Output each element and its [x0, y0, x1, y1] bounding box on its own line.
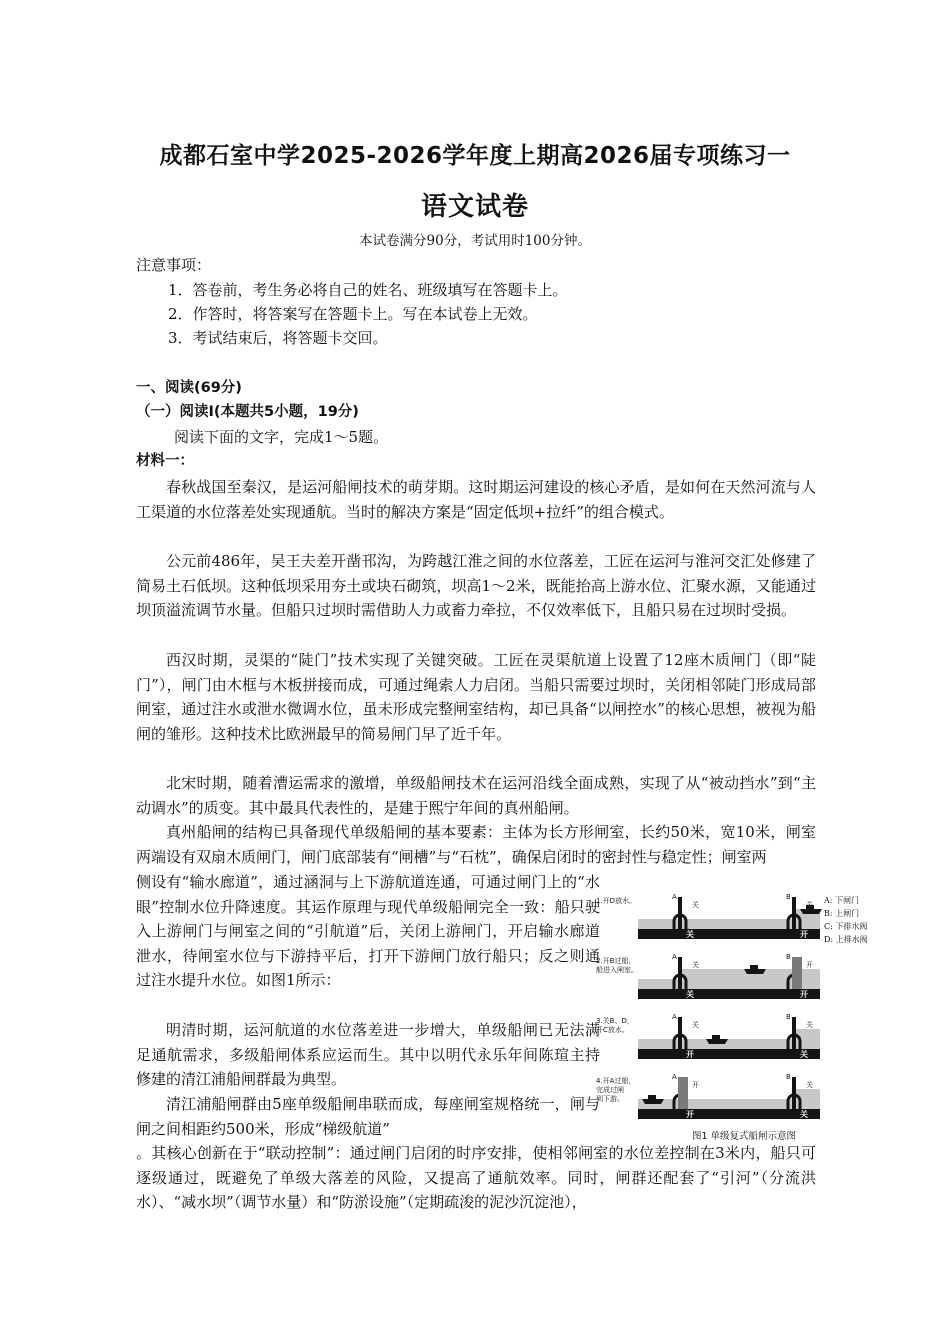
gate-a-label: A [672, 953, 677, 961]
subsection-heading: （一）阅读Ⅰ(本题共5小题，19分) [136, 404, 359, 420]
lock-bed [638, 989, 820, 999]
gate-a-state: 开 [692, 1081, 699, 1089]
step-note: 4.开A过船， [596, 1077, 636, 1085]
paragraph: 公元前486年，吴王夫差开凿邗沟，为跨越江淮之间的水位落差，工匠在运河与淮河交汇处修建了简易土石低坝。这种低坝采用夯土或块石砌筑，坝高1～2米，既能抬高上游水位、汇聚水源，又能通过坝顶溢流调节水量。但船只过坝时需借助人力或畜力牵拉，不仅效率低下，且船只易在过坝时受损。 [136, 552, 816, 620]
paragraph: 春秋战国至秦汉，是运河船闸技术的萌芽期。这时期运河建设的核心矛盾，是如何在天然河流与人工渠道的水位落差处实现通航。当时的解决方案是“固定低坝+拉纤”的组合模式。 [136, 478, 816, 521]
gate-b-label: B [786, 1073, 791, 1081]
paragraph: 西汉时期，灵渠的“陡门”技术实现了关键突破。工匠在灵渠航道上设置了12座木质闸门（即“陡门”），闸门由木框与木板拼接而成，可通过绳索人力启闭。当船只需要过坝时，关闭相邻陡门形成局部闸室，通过注水或泄水微调水位，虽未形成完整闸室结构，却已具备“以闸控水”的核心思想，被视为船闸的雏形。这种技术比欧洲最早的简易闸门早了近千年。 [136, 651, 816, 743]
exam-subtitle: 本试卷满分90分，考试用时100分钟。 [359, 233, 591, 249]
gate-b-label: B [786, 893, 791, 901]
lock-chamber-water [680, 1099, 794, 1109]
gate-a-state: 关 [692, 1021, 699, 1029]
paragraph: 明清时期，运河航道的水位落差进一步增大，单级船闸已无法满足通航需求，多级船闸体系应运而生。其中以明代永乐年间陈瑄主持修建的清江浦船闸群最为典型。 [136, 1021, 600, 1089]
legend-item: B: 上闸门 [824, 909, 860, 918]
gate-a-state: 关 [692, 901, 699, 909]
figure-caption: 图1 单级复式船闸示意图 [691, 1131, 797, 1142]
paragraph: 清江浦船闸群由5座单级船闸串联而成，每座闸室规格统一，闸与闸之间相距约500米，形成“梯级航道” 。其核心创新在于“联动控制”：通过闸门启闭的时序安排，使相邻闸室的水位差控制在3米内，船只可逐级通过，既避免了单级大落差的风险，又提高了通航效率。同时，闸群还配套了“引河”（分流洪水）、“减水坝”（调节水量）和“防淤设施”（定期疏浚的泥沙沉淀池）， [136, 1095, 816, 1212]
notice-item: 2．作答时，将答案写在答题卡上。写在本试卷上无效。 [168, 305, 538, 323]
lock-bed [638, 929, 820, 939]
gate-b [792, 1017, 796, 1049]
exam-title: 成都石室中学2025-2026学年度上期高2026届专项练习一 [159, 143, 791, 169]
gate-a [678, 957, 682, 989]
gate-a [678, 897, 682, 929]
lock-chamber-water [680, 969, 794, 989]
reading-instruction: 阅读下面的文字，完成1～5题。 [174, 428, 389, 446]
valve-right-state: 关 [800, 1050, 808, 1059]
valve-right-state: 关 [800, 1110, 808, 1119]
lock-bed [638, 1049, 820, 1059]
notice-item: 3．考试结束后，将答题卡交回。 [168, 329, 388, 347]
lock-chamber-water [680, 919, 794, 929]
upstream-water [794, 1089, 820, 1109]
boat-icon [706, 1035, 728, 1044]
gate-a-state: 关 [692, 961, 699, 969]
valve-right-state: 开 [800, 930, 808, 939]
gate-b-state: 开 [806, 961, 813, 969]
step-note: 1.开D放水。 [596, 897, 637, 905]
lock-bed [638, 1109, 820, 1119]
gate-a-label: A [672, 1013, 677, 1021]
notice-heading: 注意事项： [136, 256, 212, 274]
valve-right-state: 开 [800, 990, 808, 999]
gate-b-label: B [786, 953, 791, 961]
valve-left-state: 开 [686, 1110, 694, 1119]
gate-b [792, 1077, 796, 1109]
notice-item: 1．答卷前，考生务必将自己的姓名、班级填写在答题卡上。 [168, 281, 568, 299]
gate-b-state: 关 [806, 1081, 813, 1089]
paragraph: 真州船闸的结构已具备现代单级船闸的基本要素：主体为长方形闸室，长约50米，宽10米，闸室两端设有双扇木质闸门，闸门底部装有“闸槽”与“石枕”，确保启闭时的密封性与稳定性；闸室两 [136, 823, 816, 866]
gate-a [678, 1077, 688, 1109]
gate-a [678, 1017, 682, 1049]
valve-left-state: 开 [686, 1050, 694, 1059]
ship-lock-diagram [594, 885, 868, 1147]
material-label: 材料一： [136, 453, 194, 469]
gate-b-state: 关 [806, 1021, 813, 1029]
paragraph-continued: 侧设有“输水廊道”，通过涵洞与上下游航道连通，可通过闸门上的“水眼”控制水位升降速度。其运作原理与现代单级船闸完全一致：船只驶入上游闸门与闸室之间的“引航道”后，关闭上游闸门，开启输水廊道泄水，待闸室水位与下游持平后，打开下游闸门放行船只；反之则通过注水提升水位。如图1所示： [136, 873, 600, 990]
step-note: 完成过闸 [596, 1086, 624, 1094]
gate-a-label: A [672, 893, 677, 901]
valve-left-state: 关 [686, 990, 694, 999]
legend-item: C: 下排水阀 [824, 922, 868, 931]
paragraph: 北宋时期，随着漕运需求的激增，单级船闸技术在运河沿线全面成熟，实现了从“被动挡水”到“主动调水”的质变。其中最具代表性的，是建于熙宁年间的真州船闸。 [136, 774, 816, 817]
valve-left-state: 关 [686, 930, 694, 939]
boat-icon [642, 1095, 664, 1104]
legend-item: A: 下闸门 [824, 896, 860, 905]
boat-icon [800, 905, 822, 914]
subject-title: 语文试卷 [420, 192, 529, 222]
gate-b-label: B [786, 1013, 791, 1021]
gate-a-label: A [672, 1073, 677, 1081]
step-note: 3.关B、D， [596, 1017, 634, 1025]
step-note: 到下游。 [596, 1095, 624, 1103]
upstream-water [794, 1029, 820, 1049]
boat-icon [744, 965, 766, 974]
step-note: 开C放水。 [596, 1026, 629, 1034]
ship-lock-figure [594, 885, 868, 1147]
lock-chamber-water [680, 1039, 794, 1049]
legend-item: D: 上排水阀 [824, 935, 868, 944]
section-heading: 一、阅读(69分) [136, 380, 242, 396]
gate-b [792, 957, 802, 989]
step-note: 船进入闸室。 [596, 966, 638, 974]
step-note: 2.开B过船， [596, 957, 636, 965]
gate-b [792, 897, 796, 929]
